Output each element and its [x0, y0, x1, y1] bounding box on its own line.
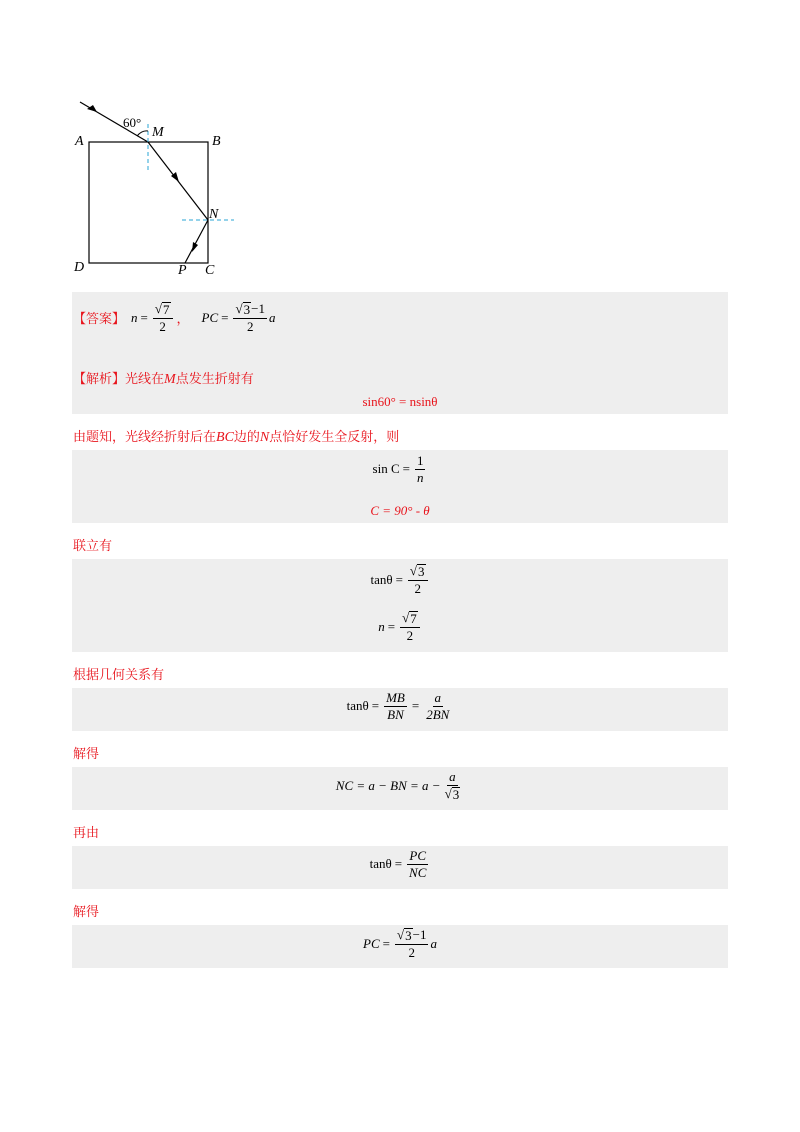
eq-tan-pc: tanθ = $\frac{PC}{NC}$: [369, 848, 427, 880]
analysis-intro: [73, 368, 254, 388]
analysis-intro-m: M: [164, 372, 176, 387]
answer-n-radicand: 7: [163, 302, 170, 317]
eq-block-geometry: [72, 688, 728, 731]
label-angle: 60°: [123, 115, 142, 130]
eq6-num1: MB: [386, 690, 405, 705]
text-geometry: [73, 664, 164, 683]
eq-block-tan-pc: [72, 846, 728, 889]
eq2-den: n: [416, 469, 424, 485]
answer-pc-minus-one: −1: [251, 301, 265, 316]
text-solve-1: [73, 743, 99, 762]
eq-snell: [72, 394, 728, 410]
eq9-tail: a: [430, 935, 437, 951]
text3: 联立有: [73, 539, 113, 554]
eq6-lhs: tanθ: [346, 698, 369, 714]
eq-block-critical: [72, 450, 728, 523]
eq8-den: NC: [409, 864, 427, 880]
eq-critical-angle: sin C = $\frac{1}{n}$: [372, 453, 424, 485]
eq2-num: 1: [416, 453, 424, 468]
eq8-lhs: tanθ: [369, 856, 392, 872]
eq4-den: 2: [414, 581, 421, 597]
analysis-tag: 【解析】: [73, 372, 126, 387]
eq9-den: 2: [408, 945, 415, 961]
eq-snell-text: sin60° = nsinθ: [362, 394, 438, 409]
answer-pc-radicand: 3: [243, 302, 251, 317]
text2-c: 点恰好发生全反射，则: [269, 430, 400, 445]
optics-figure: [70, 96, 250, 286]
eq7-rad: 3: [452, 786, 460, 802]
label-D: D: [74, 260, 85, 275]
eq6-num2: a: [434, 690, 442, 705]
label-A: A: [75, 134, 84, 149]
text6: 再由: [73, 826, 100, 841]
answer-tag: 【答案】: [73, 312, 126, 328]
text2-b: 边的: [233, 430, 260, 445]
analysis-intro-a: 光线在: [125, 372, 165, 387]
answer-pc-symbol: PC: [201, 309, 219, 325]
text7: 解得: [73, 905, 100, 920]
eq-tan-theta: tanθ = √ 3 2: [72, 564, 728, 596]
eq-n-value: n = √ 7 2: [72, 611, 728, 643]
reflected-arrow-icon: [192, 242, 198, 252]
eq2-lhs: sin C: [372, 461, 400, 477]
eq-tan-geometry: tanθ = $\frac{MB}{BN}$ = $\frac{a}{2BN}$: [346, 690, 450, 722]
text2-bc: BC: [216, 430, 234, 445]
eq6-den1: BN: [387, 706, 404, 722]
eq9-lhs: PC: [363, 935, 380, 951]
eq-nc: NC = a − BN = a − a √ 3: [335, 769, 460, 802]
eq6-den2: 2BN: [426, 706, 450, 722]
eq4-lhs: tanθ: [370, 571, 393, 587]
answer-formula: n = √ 7 2 ， PC = √ 3 −1 2 a: [131, 301, 276, 335]
answer-line: [73, 302, 275, 334]
label-P: P: [178, 263, 187, 278]
eq9-rad: 3: [405, 928, 412, 943]
eq-pc: PC = √ 3 −1 2 a: [363, 927, 437, 961]
eq-block-pc: [72, 925, 728, 968]
eq-c-relation: [72, 503, 728, 519]
eq7-lhs: NC = a − BN = a −: [335, 777, 441, 793]
answer-n-symbol: n: [131, 309, 138, 325]
eq5-den: 2: [406, 628, 414, 644]
eq7-num: a: [449, 769, 456, 784]
label-B: B: [212, 134, 221, 149]
eq4-rad: 3: [418, 564, 425, 579]
answer-comma: ，: [176, 312, 190, 328]
text-combine: [73, 535, 112, 554]
label-C: C: [205, 263, 215, 278]
answer-pc-a: a: [268, 309, 276, 325]
answer-n-den: 2: [159, 319, 166, 335]
label-N: N: [209, 207, 219, 222]
incident-arrow-icon: [87, 105, 97, 112]
label-M: M: [152, 125, 164, 140]
eq-block-nc: [72, 767, 728, 810]
eq9-rest: −1: [412, 927, 427, 942]
angle-arc: [137, 131, 148, 136]
analysis-intro-b: 点发生折射有: [175, 372, 254, 387]
eq5-lhs: n: [378, 618, 385, 634]
text5: 解得: [73, 747, 100, 762]
eq8-num: PC: [409, 848, 427, 863]
text-solve-2: [73, 901, 99, 920]
eq-block-tan: [72, 559, 728, 652]
text2-a: 由题知，光线经折射后在: [73, 430, 217, 445]
answer-block: [72, 292, 728, 414]
eq3-text: C = 90° - θ: [370, 503, 430, 518]
eq5-rad: 7: [410, 611, 417, 626]
text-then: [73, 822, 99, 841]
reflected-ray: [185, 220, 208, 263]
text4: 根据几何关系有: [73, 668, 165, 683]
text2-n: N: [259, 430, 270, 445]
text-total-reflection: [73, 426, 399, 446]
answer-pc-den: 2: [246, 319, 254, 335]
